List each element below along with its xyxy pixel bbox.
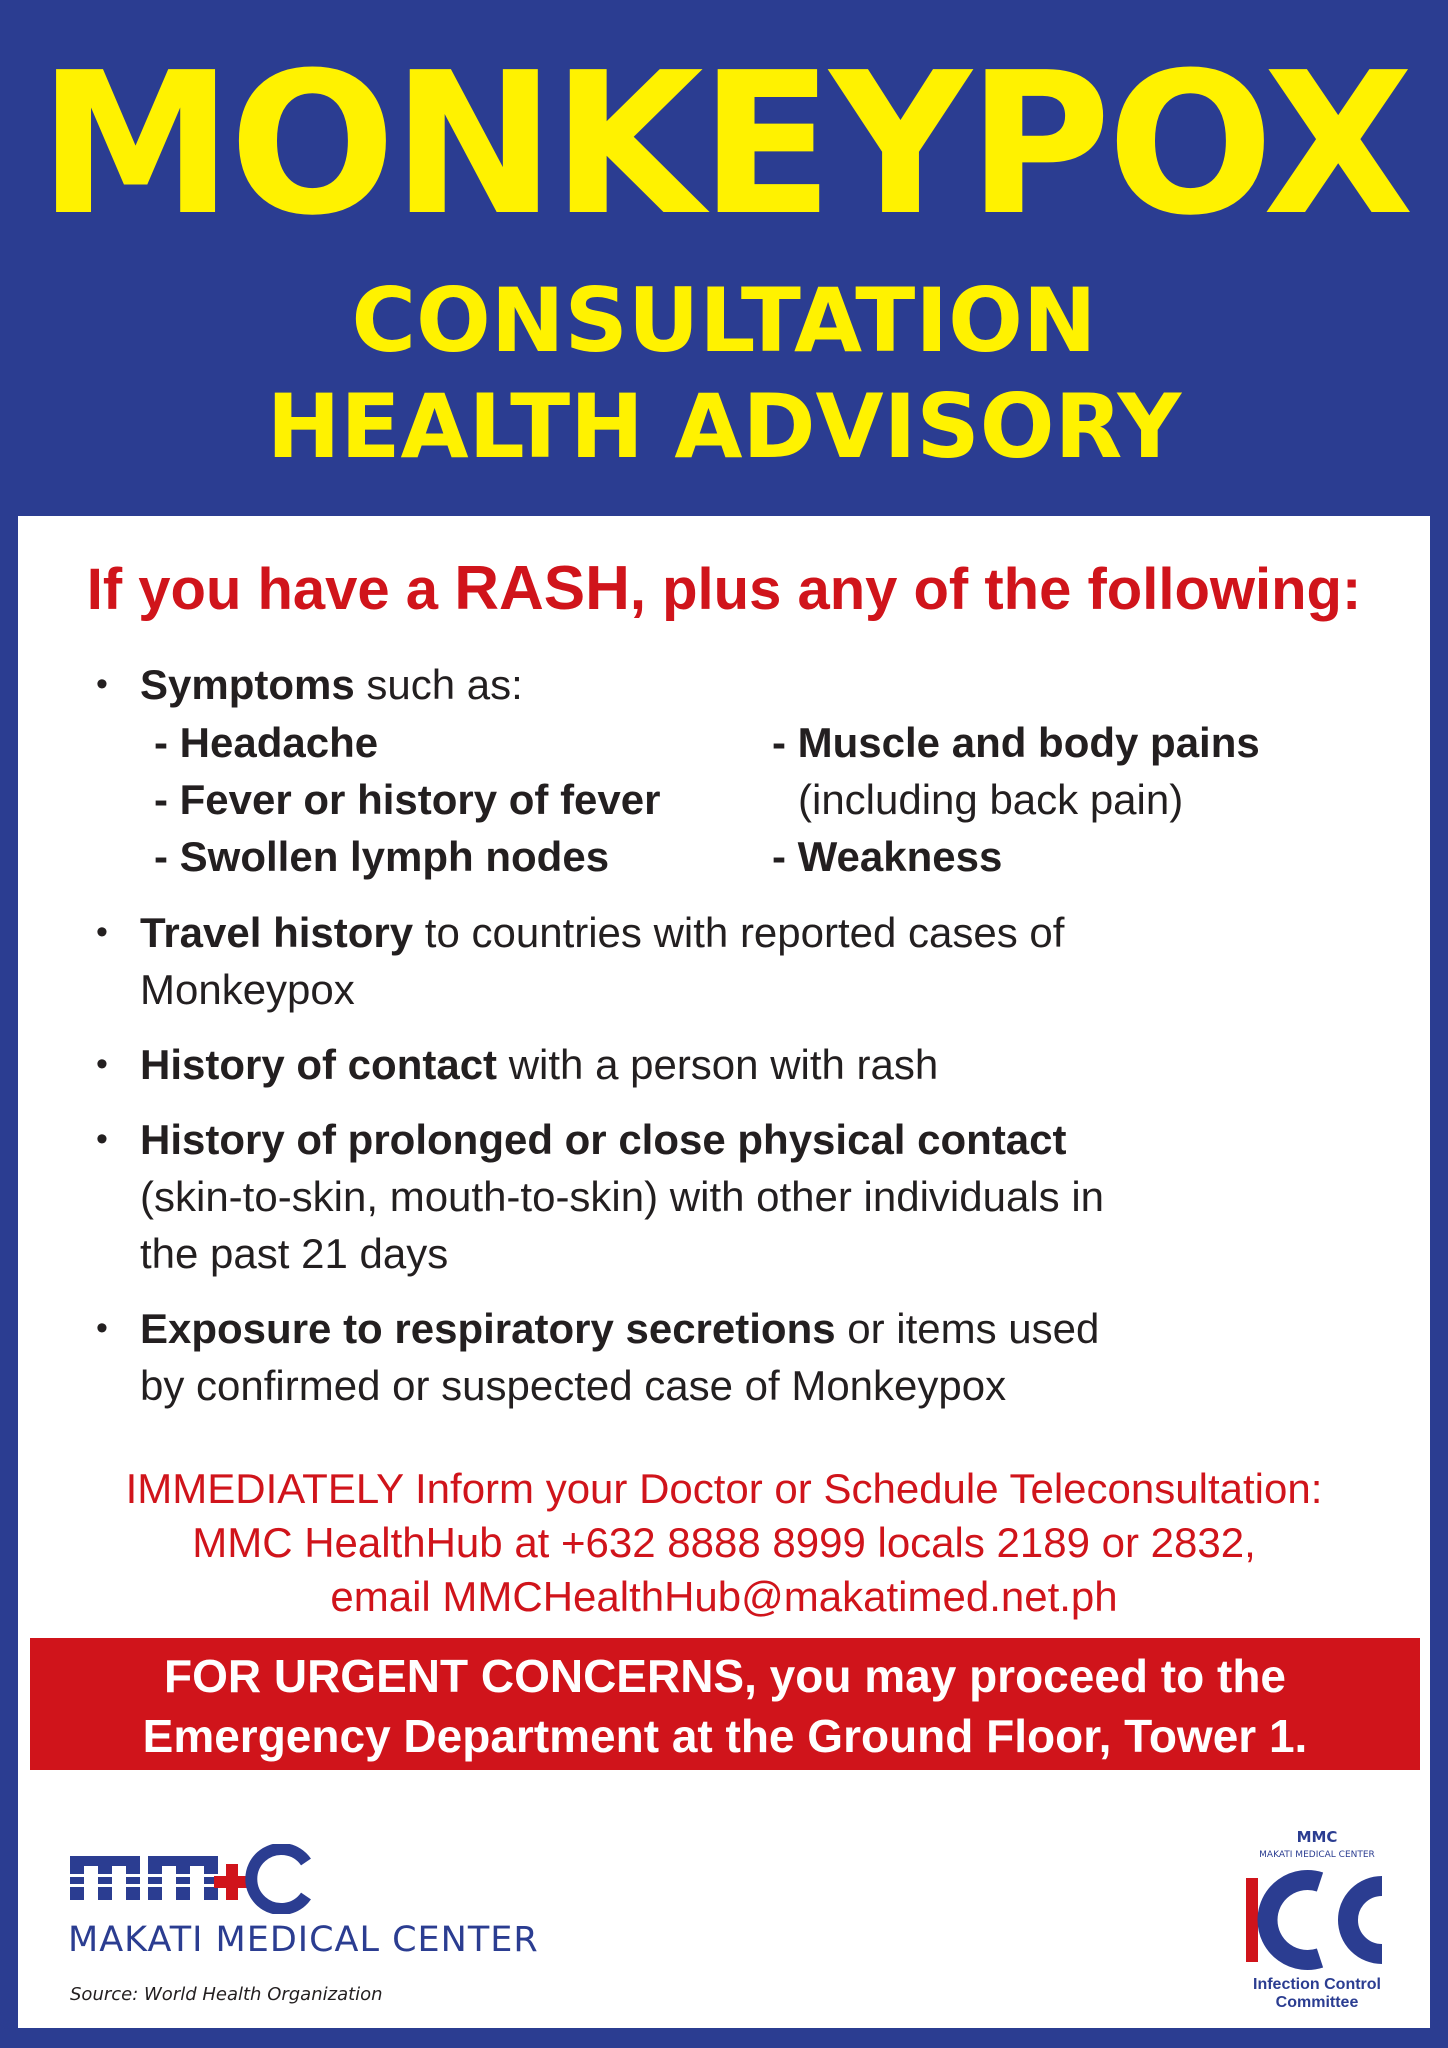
page-title: MONKEYPOX [38, 31, 1410, 259]
symptom-weakness-text: - Weakness [772, 833, 1003, 880]
icc-line-2: Committee [1275, 1994, 1359, 2011]
list-item-travel [96, 904, 1065, 1018]
symptom-muscle [772, 714, 1260, 771]
exposure-label: Exposure to respiratory secretions [140, 1305, 836, 1352]
icc-subtitle [1242, 1976, 1392, 2012]
lead-pre: If you have a [86, 557, 455, 622]
symptom-lymph [154, 828, 609, 885]
lead-post: , plus any of the following: [629, 557, 1362, 622]
header-banner [0, 0, 1448, 516]
symptom-headache-text: - Headache [154, 719, 379, 766]
icc-mmc-mark: MMC [1296, 1828, 1338, 1846]
symptom-muscle-text: - Muscle and body pains [772, 719, 1260, 766]
travel-line-2: Monkeypox [140, 966, 355, 1013]
bullet-icon: • [96, 665, 108, 703]
info-line-1: IMMEDIATELY Inform your Doctor or Schedule Teleconsultation: [125, 1465, 1323, 1512]
org-name: MAKATI MEDICAL CENTER [68, 1920, 539, 1960]
subtitle-line-2: HEALTH ADVISORY [266, 375, 1182, 478]
symptom-weakness [772, 828, 1002, 885]
icc-center-name: MAKATI MEDICAL CENTER [1259, 1850, 1375, 1860]
icc-emblem [1242, 1864, 1392, 1974]
info-line-2: MMC HealthHub at +632 8888 8999 locals 2189 or 2832, [192, 1519, 1256, 1566]
urgent-line-1: FOR URGENT CONCERNS, you may proceed to the [163, 1650, 1286, 1702]
symptoms-label: Symptoms [140, 661, 355, 708]
icc-line-1: Infection Control [1253, 1976, 1381, 1993]
content-panel [18, 516, 1430, 2028]
exposure-rest: or items used [835, 1305, 1100, 1352]
list-item-symptoms [96, 656, 523, 713]
icc-logo [1242, 1828, 1392, 2018]
symptom-muscle-note: (including back pain) [798, 776, 1184, 823]
lead-emphasis: RASH [454, 554, 630, 623]
urgent-banner [30, 1638, 1420, 1770]
bullet-icon: • [96, 1120, 108, 1158]
symptom-headache [154, 714, 378, 771]
list-item-prolonged [96, 1111, 1105, 1282]
contact-info [18, 1462, 1430, 1624]
bullet-icon: • [96, 913, 108, 951]
symptoms-rest: such as: [354, 661, 523, 708]
page-subtitle [0, 268, 1448, 480]
bullet-icon: • [96, 1309, 108, 1347]
subtitle-line-1: CONSULTATION [351, 269, 1097, 372]
bullet-icon: • [96, 1045, 108, 1083]
mmc-logo [68, 1844, 318, 1919]
symptom-fever-text: - Fever or history of fever [154, 776, 661, 823]
travel-rest: to countries with reported cases of [413, 909, 1065, 956]
prolonged-label: History of prolonged or close physical contact [140, 1116, 1067, 1163]
prolonged-line-2: (skin-to-skin, mouth-to-skin) with other individuals in [140, 1173, 1105, 1220]
contact-rest: with a person with rash [497, 1041, 939, 1088]
symptom-fever [154, 771, 660, 828]
source-note: Source: World Health Organization [70, 1984, 383, 2005]
symptom-lymph-text: - Swollen lymph nodes [154, 833, 610, 880]
exposure-line-2: by confirmed or suspected case of Monkeypox [140, 1362, 1007, 1409]
contact-label: History of contact [140, 1041, 498, 1088]
lead-heading [18, 554, 1430, 625]
info-line-3: email MMCHealthHub@makatimed.net.ph [330, 1573, 1118, 1620]
prolonged-line-3: the past 21 days [140, 1230, 449, 1277]
urgent-line-2: Emergency Department at the Ground Floor, Tower 1. [142, 1710, 1308, 1762]
list-item-exposure [96, 1300, 1100, 1414]
travel-label: Travel history [140, 909, 414, 956]
list-item-contact [96, 1036, 939, 1093]
